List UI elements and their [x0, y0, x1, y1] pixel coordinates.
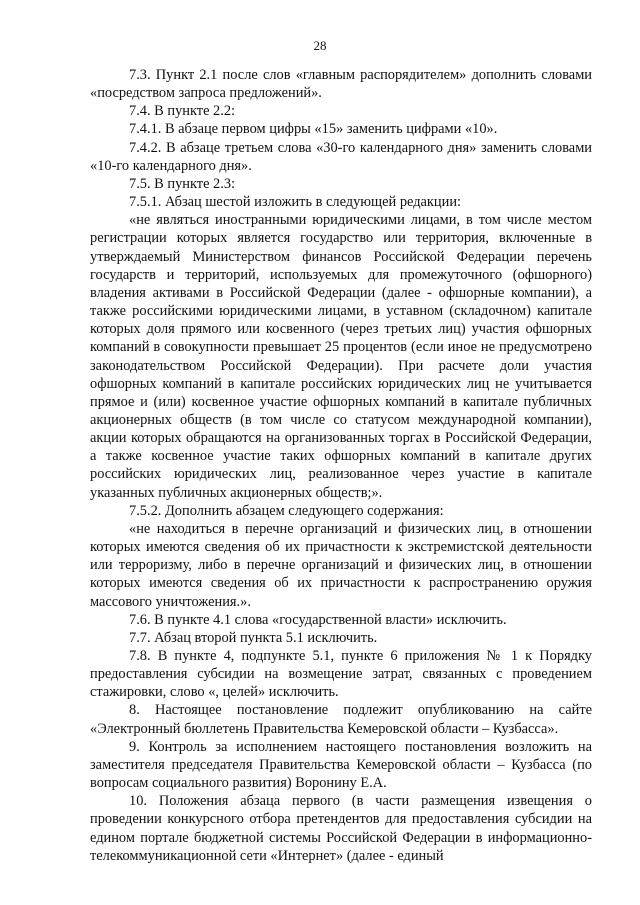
paragraph-10: 10. Положения абзаца первого (в части размещения извещения о проведении конкурсного отбора претендентов для предоставления субсидии на едином портале бюджетной системы Российской Федерации в информационно-телекоммуникационной сети «Интернет» (далее - единый [90, 793, 592, 864]
paragraph-quote-offshore: «не являться иностранными юридическими лицами, в том числе местом регистрации которых является государство или территория, включенные в утверждаемый Министерством финансов Российской Федерации перечень государств и территорий, используемых для промежуточного (офшорного) владения активами в Российской Федерации (далее - офшорные компании), а также российскими юридическими лицами, в уставном (складочном) капитале которых доля прямого или косвенного (через третьих лиц) участия офшорных компаний в совокупности превышает 25 процентов (если иное не предусмотрено законодательством Российской Федерации). При расчете доли участия офшорных компаний в капитале российских юридических лиц не учитывается прямое и (или) косвенное участие офшорных компаний в капитале публичных акционерных обществ (в том числе со статусом международной компании), акции которых обращаются на организованных торгах в Российской Федерации, а также косвенное участие таких офшорных компаний в капитале других российских юридических лиц, реализованное через участие в капитале указанных публичных акционерных обществ;». [90, 212, 592, 501]
paragraph-9: 9. Контроль за исполнением настоящего постановления возложить на заместителя председателя Правительства Кемеровской области – Кузбасса (по вопросам социального развития) Воронину Е.А. [90, 738, 592, 792]
paragraph-7-5: 7.5. В пункте 2.3: [129, 175, 236, 192]
paragraph-7-5-2: 7.5.2. Дополнить абзацем следующего содержания: [129, 502, 444, 519]
paragraph-8: 8. Настоящее постановление подлежит опубликованию на сайте «Электронный бюллетень Правительства Кемеровской области – Кузбасса». [90, 702, 592, 737]
paragraph-7-4: 7.4. В пункте 2.2: [129, 103, 236, 120]
paragraph-quote-extremism: «не находиться в перечне организаций и физических лиц, в отношении которых имеются сведения об их причастности к экстремистской деятельности или терроризму, либо в перечне организаций и физических лиц, в отношении которых имеются сведения об их причастности к распространению оружия массового уничтожения.». [90, 520, 592, 610]
paragraph-7-3: 7.3. Пункт 2.1 после слов «главным распорядителем» дополнить словами «посредством запроса предложений». [90, 67, 592, 102]
paragraph-7-8: 7.8. В пункте 4, подпункте 5.1, пункте 6 приложения № 1 к Порядку предоставления субсидии на возмещение затрат, связанных с проведением стажировки, слово «, целей» исключить. [90, 648, 592, 701]
paragraph-7-6: 7.6. В пункте 4.1 слова «государственной власти» исключить. [129, 611, 507, 628]
paragraph-7-7: 7.7. Абзац второй пункта 5.1 исключить. [129, 629, 378, 646]
paragraph-7-4-1: 7.4.1. В абзаце первом цифры «15» заменить цифрами «10». [129, 121, 498, 138]
document-body [90, 66, 592, 865]
page-number: 28 [313, 38, 327, 53]
paragraph-7-5-1: 7.5.1. Абзац шестой изложить в следующей редакции: [129, 194, 462, 211]
paragraph-7-4-2: 7.4.2. В абзаце третьем слова «30-го календарного дня» заменить словами «10-го календарного дня». [90, 139, 592, 174]
